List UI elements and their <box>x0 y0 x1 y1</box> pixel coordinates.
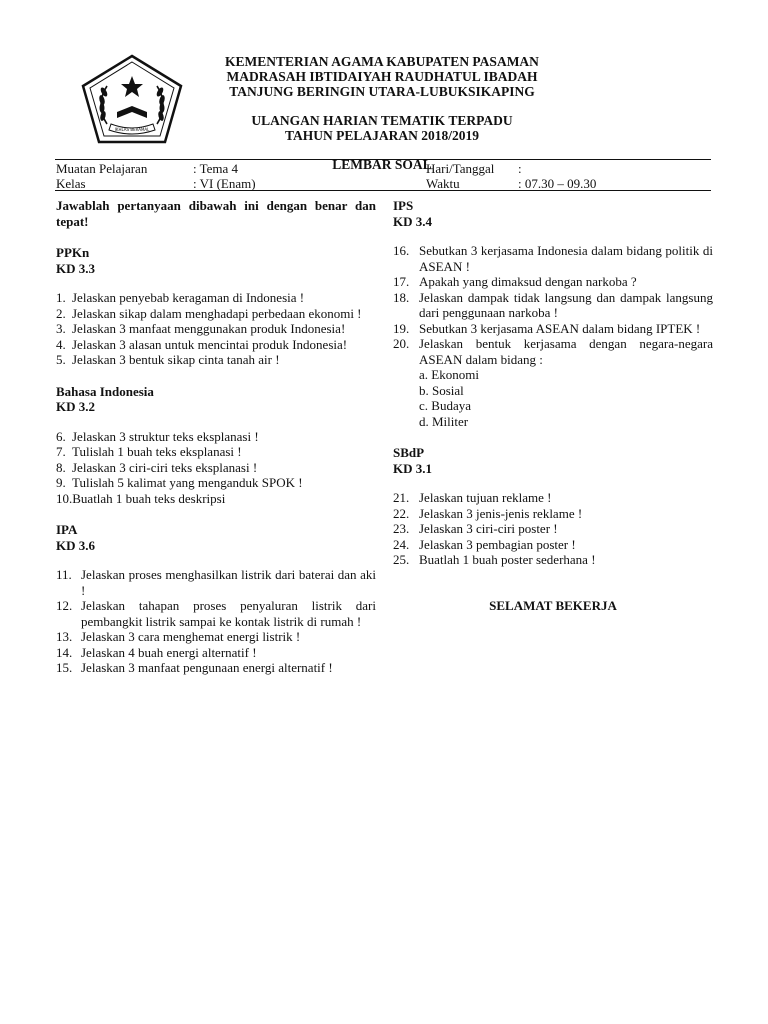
kd-ips: KD 3.4 <box>393 213 432 229</box>
exam-info <box>56 161 712 191</box>
kd-ipa: KD 3.6 <box>56 537 95 553</box>
question-item: 10. Buatlah 1 buah teks deskripsi <box>56 490 226 506</box>
kd-sbdp: KD 3.1 <box>393 460 432 476</box>
top-rule <box>55 159 711 160</box>
school-name: MADRASAH IBTIDAIYAH RAUDHATUL IBADAH <box>226 69 538 84</box>
day-value: : <box>518 161 522 176</box>
ministry-name: KEMENTERIAN AGAMA KABUPATEN PASAMAN <box>225 54 539 69</box>
question-item: 8. Jelaskan 3 ciri-ciri teks eksplanasi ! <box>56 459 258 475</box>
question-item: 11. Jelaskan proses menghasilkan listrik dari baterai dan aki ! <box>56 567 376 598</box>
question-item: 7. Tulislah 1 buah teks eksplanasi ! <box>56 444 242 459</box>
academic-year: TAHUN PELAJARAN 2018/2019 <box>284 128 479 143</box>
kd-bahasa: KD 3.2 <box>56 399 95 414</box>
section-title-bahasa: Bahasa Indonesia <box>56 383 154 399</box>
left-column <box>56 198 376 676</box>
question-item: 12. Jelaskan tahapan proses penyaluran listrik dari pembangkit listrik sampai ke kontak listrik di rumah ! <box>56 598 376 629</box>
subject-value: : Tema 4 <box>193 161 239 176</box>
subject-label: Muatan Pelajaran <box>56 161 148 176</box>
question-item: 14. Jelaskan 4 buah energi alternatif ! <box>56 644 257 660</box>
question-item: 25. Buatlah 1 buah poster sederhana ! <box>393 552 596 567</box>
sheet-title: LEMBAR SOAL <box>332 157 432 172</box>
question-item: 20. Jelaskan bentuk kerjasama dengan negara-negara ASEAN dalam bidang : <box>393 336 713 367</box>
question-item: 19. Sebutkan 3 kerjasama ASEAN dalam bidang IPTEK ! <box>393 320 701 336</box>
school-address: TANJUNG BERINGIN UTARA-LUBUKSIKAPING <box>229 84 535 99</box>
option-item: a. Ekonomi <box>419 367 479 382</box>
right-column <box>393 198 713 613</box>
question-item: 6. Jelaskan 3 struktur teks eksplanasi ! <box>56 428 259 444</box>
question-item: 15. Jelaskan 3 manfaat pengunaan energi alternatif ! <box>56 660 333 675</box>
question-item: 1. Jelaskan penyebab keragaman di Indonesia ! <box>56 290 305 305</box>
question-item: 18. Jelaskan dampak tidak langsung dan dampak langsung dari penggunaan narkoba ! <box>393 289 713 320</box>
question-item: 13. Jelaskan 3 cara menghemat energi listrik ! <box>56 629 301 644</box>
question-item: 23. Jelaskan 3 ciri-ciri poster ! <box>393 521 558 536</box>
question-item: 3. Jelaskan 3 manfaat menggunakan produk Indonesia! <box>56 321 346 336</box>
question-item: 16. Sebutkan 3 kerjasama Indonesia dalam bidang politik di ASEAN ! <box>393 243 713 274</box>
option-item: c. Budaya <box>419 398 471 413</box>
day-label: Hari/Tanggal <box>426 161 495 176</box>
closing-text: SELAMAT BEKERJA <box>489 597 617 613</box>
instruction: Jawablah pertanyaan dibawah ini dengan benar dan tepat! <box>56 198 376 229</box>
class-value: : VI (Enam) <box>193 176 256 191</box>
question-item: 5. Jelaskan 3 bentuk sikap cinta tanah air ! <box>56 352 280 367</box>
class-label: Kelas <box>56 176 86 191</box>
document-header <box>190 54 574 172</box>
section-title-ipa: IPA <box>56 522 78 537</box>
question-item: 17. Apakah yang dimaksud dengan narkoba ? <box>393 274 637 289</box>
section-title-ppkn: PPKn <box>56 245 90 260</box>
time-label: Waktu <box>426 176 460 191</box>
question-item: 2. Jelaskan sikap dalam menghadapi perbedaan ekonomi ! <box>56 305 362 321</box>
section-title-sbdp: SBdP <box>393 445 425 460</box>
bottom-rule <box>55 190 711 191</box>
question-item: 4. Jelaskan 3 alasan untuk mencintai produk Indonesia! <box>56 336 348 352</box>
question-item: 9. Tulislah 5 kalimat yang menganduk SPOK ! <box>56 475 303 490</box>
time-value: : 07.30 – 09.30 <box>518 176 597 191</box>
question-item: 21. Jelaskan tujuan reklame ! <box>393 490 552 505</box>
section-title-ips: IPS <box>393 198 414 213</box>
kd-ppkn: KD 3.3 <box>56 260 95 276</box>
exam-title: ULANGAN HARIAN TEMATIK TERPADU <box>251 113 513 128</box>
svg-text:IKHLAS BERAMAL: IKHLAS BERAMAL <box>114 127 150 132</box>
question-item: 24. Jelaskan 3 pembagian poster ! <box>393 536 576 552</box>
question-item: 22. Jelaskan 3 jenis-jenis reklame ! <box>393 505 583 521</box>
school-logo <box>77 52 187 147</box>
kemenag-emblem-icon <box>77 52 187 147</box>
option-item: b. Sosial <box>419 382 464 398</box>
option-item: d. Militer <box>419 413 469 429</box>
